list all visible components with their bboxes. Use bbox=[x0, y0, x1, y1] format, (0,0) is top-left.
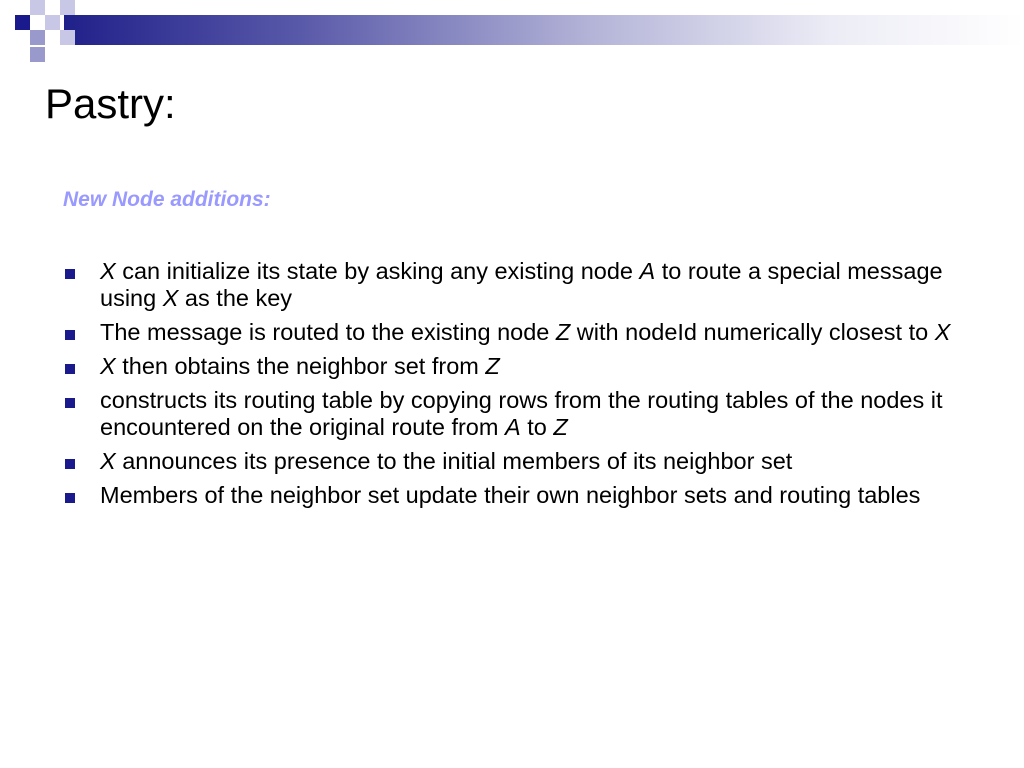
bullet-text: then obtains the neighbor set from bbox=[115, 353, 486, 379]
square-bullet-icon bbox=[65, 330, 75, 340]
bullet-item bbox=[63, 319, 963, 346]
bullet-variable: Z bbox=[485, 353, 500, 379]
deco-square bbox=[60, 30, 75, 45]
bullet-variable: X bbox=[100, 448, 116, 474]
square-bullet-icon bbox=[65, 459, 75, 469]
deco-square bbox=[30, 30, 45, 45]
bullet-text: as the key bbox=[178, 285, 293, 311]
bullet-text: to bbox=[520, 414, 554, 440]
slide-subtitle: New Node additions: bbox=[63, 188, 271, 211]
square-bullet-icon bbox=[65, 269, 75, 279]
bullet-variable: Z bbox=[555, 319, 571, 345]
square-bullet-icon bbox=[65, 398, 75, 408]
deco-square bbox=[30, 0, 45, 15]
bullet-variable: Z bbox=[553, 414, 568, 440]
bullet-variable: X bbox=[100, 258, 116, 284]
bullet-text: The message is routed to the existing node bbox=[100, 319, 556, 345]
bullet-item bbox=[63, 448, 963, 475]
bullet-list bbox=[63, 258, 963, 516]
bullet-variable: X bbox=[100, 353, 116, 379]
deco-square bbox=[30, 47, 45, 62]
bullet-item bbox=[63, 258, 963, 312]
deco-square bbox=[60, 0, 75, 15]
header-decoration bbox=[0, 0, 1024, 62]
bullet-variable: A bbox=[504, 414, 521, 440]
bullet-item bbox=[63, 353, 963, 380]
bullet-variable: X bbox=[162, 285, 179, 311]
bullet-text: to route a special message using bbox=[100, 258, 943, 311]
bullet-text: Members of the neighbor set update their own neighbor sets and routing tables bbox=[100, 482, 921, 508]
bullet-text: constructs its routing table by copying rows from the routing tables of the nodes it encountered on the original route from bbox=[100, 387, 943, 440]
bullet-item bbox=[63, 387, 963, 441]
square-bullet-icon bbox=[65, 364, 75, 374]
bullet-text: can initialize its state by asking any existing node bbox=[115, 258, 640, 284]
bullet-item bbox=[63, 482, 963, 509]
bullet-variable: A bbox=[639, 258, 656, 284]
slide-title: Pastry: bbox=[45, 80, 176, 127]
square-bullet-icon bbox=[65, 493, 75, 503]
header-gradient-band bbox=[64, 15, 1024, 45]
deco-square bbox=[15, 15, 30, 30]
bullet-text: with nodeId numerically closest to bbox=[570, 319, 935, 345]
bullet-variable: X bbox=[934, 319, 951, 345]
deco-square bbox=[45, 15, 60, 30]
bullet-text: announces its presence to the initial members of its neighbor set bbox=[115, 448, 793, 474]
